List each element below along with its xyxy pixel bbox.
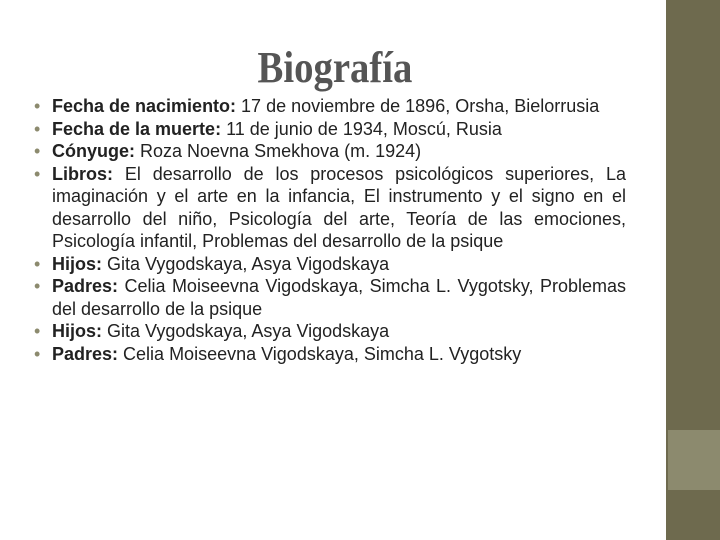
- list-item-parents: [52, 275, 626, 320]
- item-label: Libros:: [52, 163, 113, 184]
- list-item-death-date: [52, 118, 626, 141]
- slide-title: Biografía: [257, 43, 413, 92]
- item-text: 11 de junio de 1934, Moscú, Rusia: [221, 118, 502, 139]
- item-label: Hijos:: [52, 253, 103, 274]
- list-item-birth-date: [52, 95, 626, 118]
- item-label: Fecha de la muerte:: [52, 118, 222, 139]
- item-text: Roza Noevna Smekhova (m. 1924): [135, 141, 422, 161]
- item-label: Padres:: [52, 276, 119, 296]
- item-label: Fecha de nacimiento:: [52, 96, 237, 116]
- list-item-children: [52, 320, 626, 343]
- item-label: Hijos:: [52, 321, 103, 341]
- item-text: Celia Moiseevna Vigodskaya, Simcha L. Vygotsky, Problemas del desarrollo de la psique: [52, 276, 626, 319]
- list-item-children: [52, 253, 626, 276]
- item-text: Gita Vygodskaya, Asya Vigodskaya: [102, 253, 390, 274]
- list-item-parents: [52, 343, 626, 366]
- item-label: Padres:: [52, 343, 119, 364]
- item-text: El desarrollo de los procesos psicológicos superiores, La imaginación y el arte en la infancia, El instrumento y el signo en el desarrollo del niño, Psicología del arte, Teoría de las emociones, Psicología infantil, Problemas del desarrollo de la psique: [52, 163, 626, 251]
- list-item-books: [52, 163, 626, 253]
- item-text: 17 de noviembre de 1896, Orsha, Bielorrusia: [236, 96, 600, 116]
- item-text: Celia Moiseevna Vigodskaya, Simcha L. Vygotsky: [118, 343, 522, 364]
- list-item-spouse: [52, 140, 626, 163]
- item-label: Cónyuge:: [52, 141, 135, 161]
- item-text: Gita Vygodskaya, Asya Vigodskaya: [102, 321, 390, 341]
- biography-list: [52, 95, 626, 365]
- sidebar-accent-block: [668, 430, 720, 490]
